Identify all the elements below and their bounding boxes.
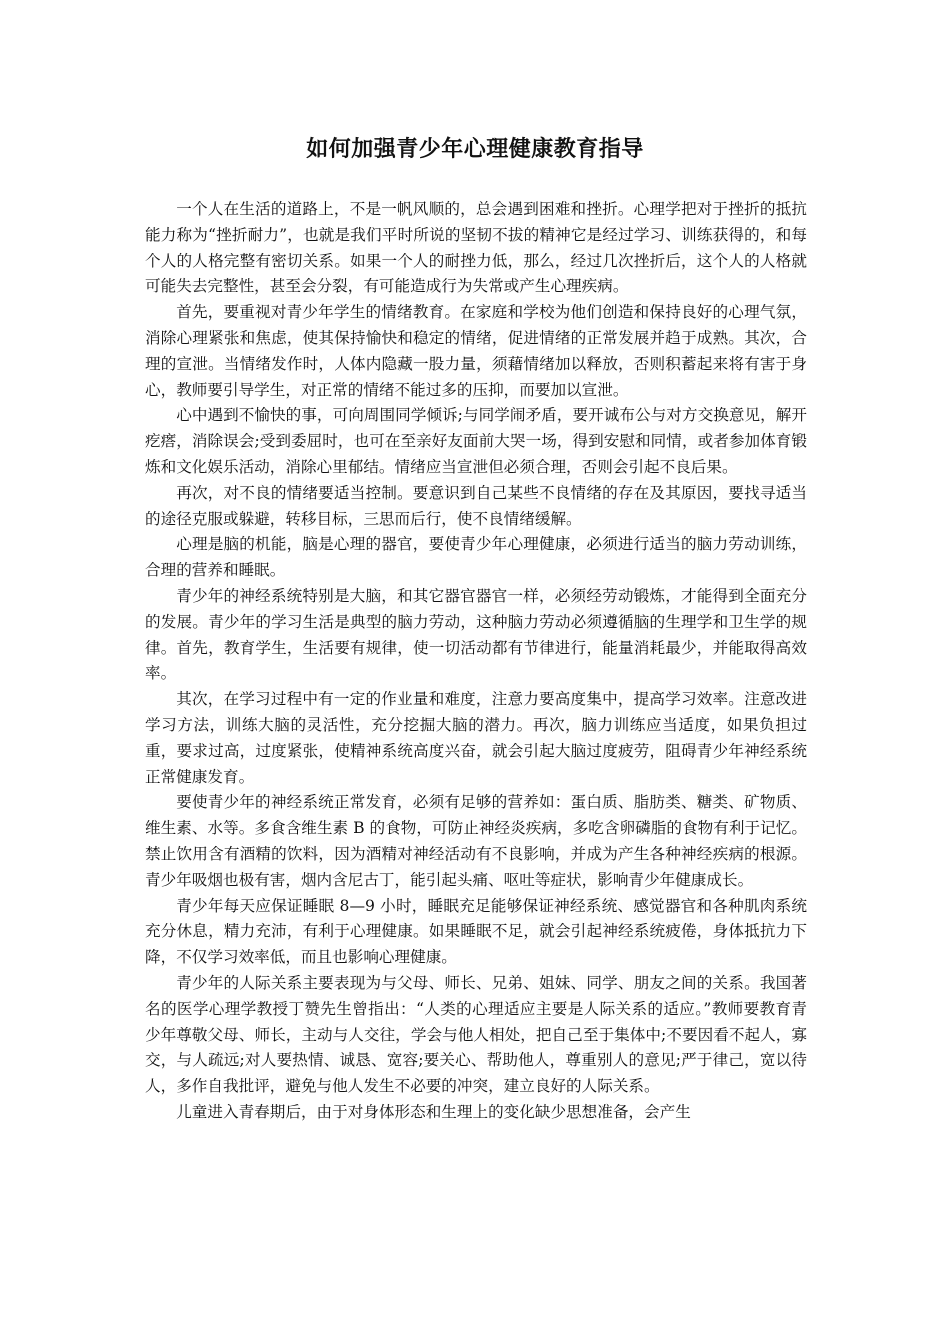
paragraph: 青少年每天应保证睡眠 8—9 小时，睡眠充足能够保证神经系统、感觉器官和各种肌肉系统充分休息，精力充沛，有利于心理健康。如果睡眠不足，就会引起神经系统疲倦，身体抵抗力下降，不仅学习效率低，而且也影响心理健康。 [145, 896, 807, 967]
paragraph: 儿童进入青春期后，由于对身体形态和生理上的变化缺少思想准备，会产生 [176, 1102, 691, 1121]
paragraph: 首先，要重视对青少年学生的情绪教育。在家庭和学校为他们创造和保持良好的心理气氛，消除心理紧张和焦虑，使其保持愉快和稳定的情绪，促进情绪的正常发展并趋于成熟。其次，合理的宣泄。当情绪发作时，人体内隐藏一股力量，须藉情绪加以释放，否则积蓄起来将有害于身心，教师要引导学生，对正常的情绪不能过多的压抑，而要加以宣泄。 [145, 303, 807, 399]
paragraph: 再次，对不良的情绪要适当控制。要意识到自己某些不良情绪的存在及其原因，要找寻适当的途径克服或躲避，转移目标，三思而后行，使不良情绪缓解。 [145, 483, 807, 528]
document-body [145, 197, 807, 1126]
paragraph: 心理是脑的机能，脑是心理的器官，要使青少年心理健康，必须进行适当的脑力劳动训练，合理的营养和睡眠。 [145, 535, 807, 580]
paragraph: 要使青少年的神经系统正常发育，必须有足够的营养如：蛋白质、脂肪类、糖类、矿物质、维生素、水等。多食含维生素 B 的食物，可防止神经炎疾病，多吃含卵磷脂的食物有利于记忆。禁止饮用含有酒精的饮料，因为酒精对神经活动有不良影响，并成为产生各种神经疾病的根源。青少年吸烟也极有害，烟内含尼古丁，能引起头痛、呕吐等症状，影响青少年健康成长。 [145, 793, 807, 889]
paragraph: 其次，在学习过程中有一定的作业量和难度，注意力要高度集中，提高学习效率。注意改进学习方法，训练大脑的灵活性，充分挖掘大脑的潜力。再次，脑力训练应当适度，如果负担过重，要求过高，过度紧张，使精神系统高度兴奋，就会引起大脑过度疲劳，阻碍青少年神经系统正常健康发育。 [145, 690, 807, 786]
paragraph: 青少年的人际关系主要表现为与父母、师长、兄弟、姐妹、同学、朋友之间的关系。我国著名的医学心理学教授丁赞先生曾指出：“人类的心理适应主要是人际关系的适应。”教师要教育青少年尊敬父母、师长，主动与人交往，学会与他人相处，把自己至于集体中;不要因看不起人，寡交，与人疏远;对人要热情、诚恳、宽容;要关心、帮助他人，尊重别人的意见;严于律己，宽以待人，多作自我批评，避免与他人发生不必要的冲突，建立良好的人际关系。 [145, 973, 807, 1096]
paragraph: 青少年的神经系统特别是大脑，和其它器官器官一样，必须经劳动锻炼，才能得到全面充分的发展。青少年的学习生活是典型的脑力劳动，这种脑力劳动必须遵循脑的生理学和卫生学的规律。首先，教育学生，生活要有规律，使一切活动都有节律进行，能量消耗最少，并能取得高效率。 [145, 586, 807, 683]
paragraph: 一个人在生活的道路上，不是一帆风顺的，总会遇到困难和挫折。心理学把对于挫折的抵抗能力称为“挫折耐力”，也就是我们平时所说的坚韧不拔的精神它是经过学习、训练获得的，和每个人的人格完整有密切关系。如果一个人的耐挫力低，那么，经过几次挫折后，这个人的人格就可能失去完整性，甚至会分裂，有可能造成行为失常或产生心理疾病。 [145, 200, 807, 296]
paragraph: 心中遇到不愉快的事，可向周围同学倾诉;与同学闹矛盾，要开诚布公与对方交换意见，解开疙瘩，消除误会;受到委屈时，也可在至亲好友面前大哭一场，得到安慰和同情，或者参加体育锻炼和文化娱乐活动，消除心里郁结。情绪应当宣泄但必须合理，否则会引起不良后果。 [145, 406, 807, 476]
document-title: 如何加强青少年心理健康教育指导 [306, 137, 644, 162]
